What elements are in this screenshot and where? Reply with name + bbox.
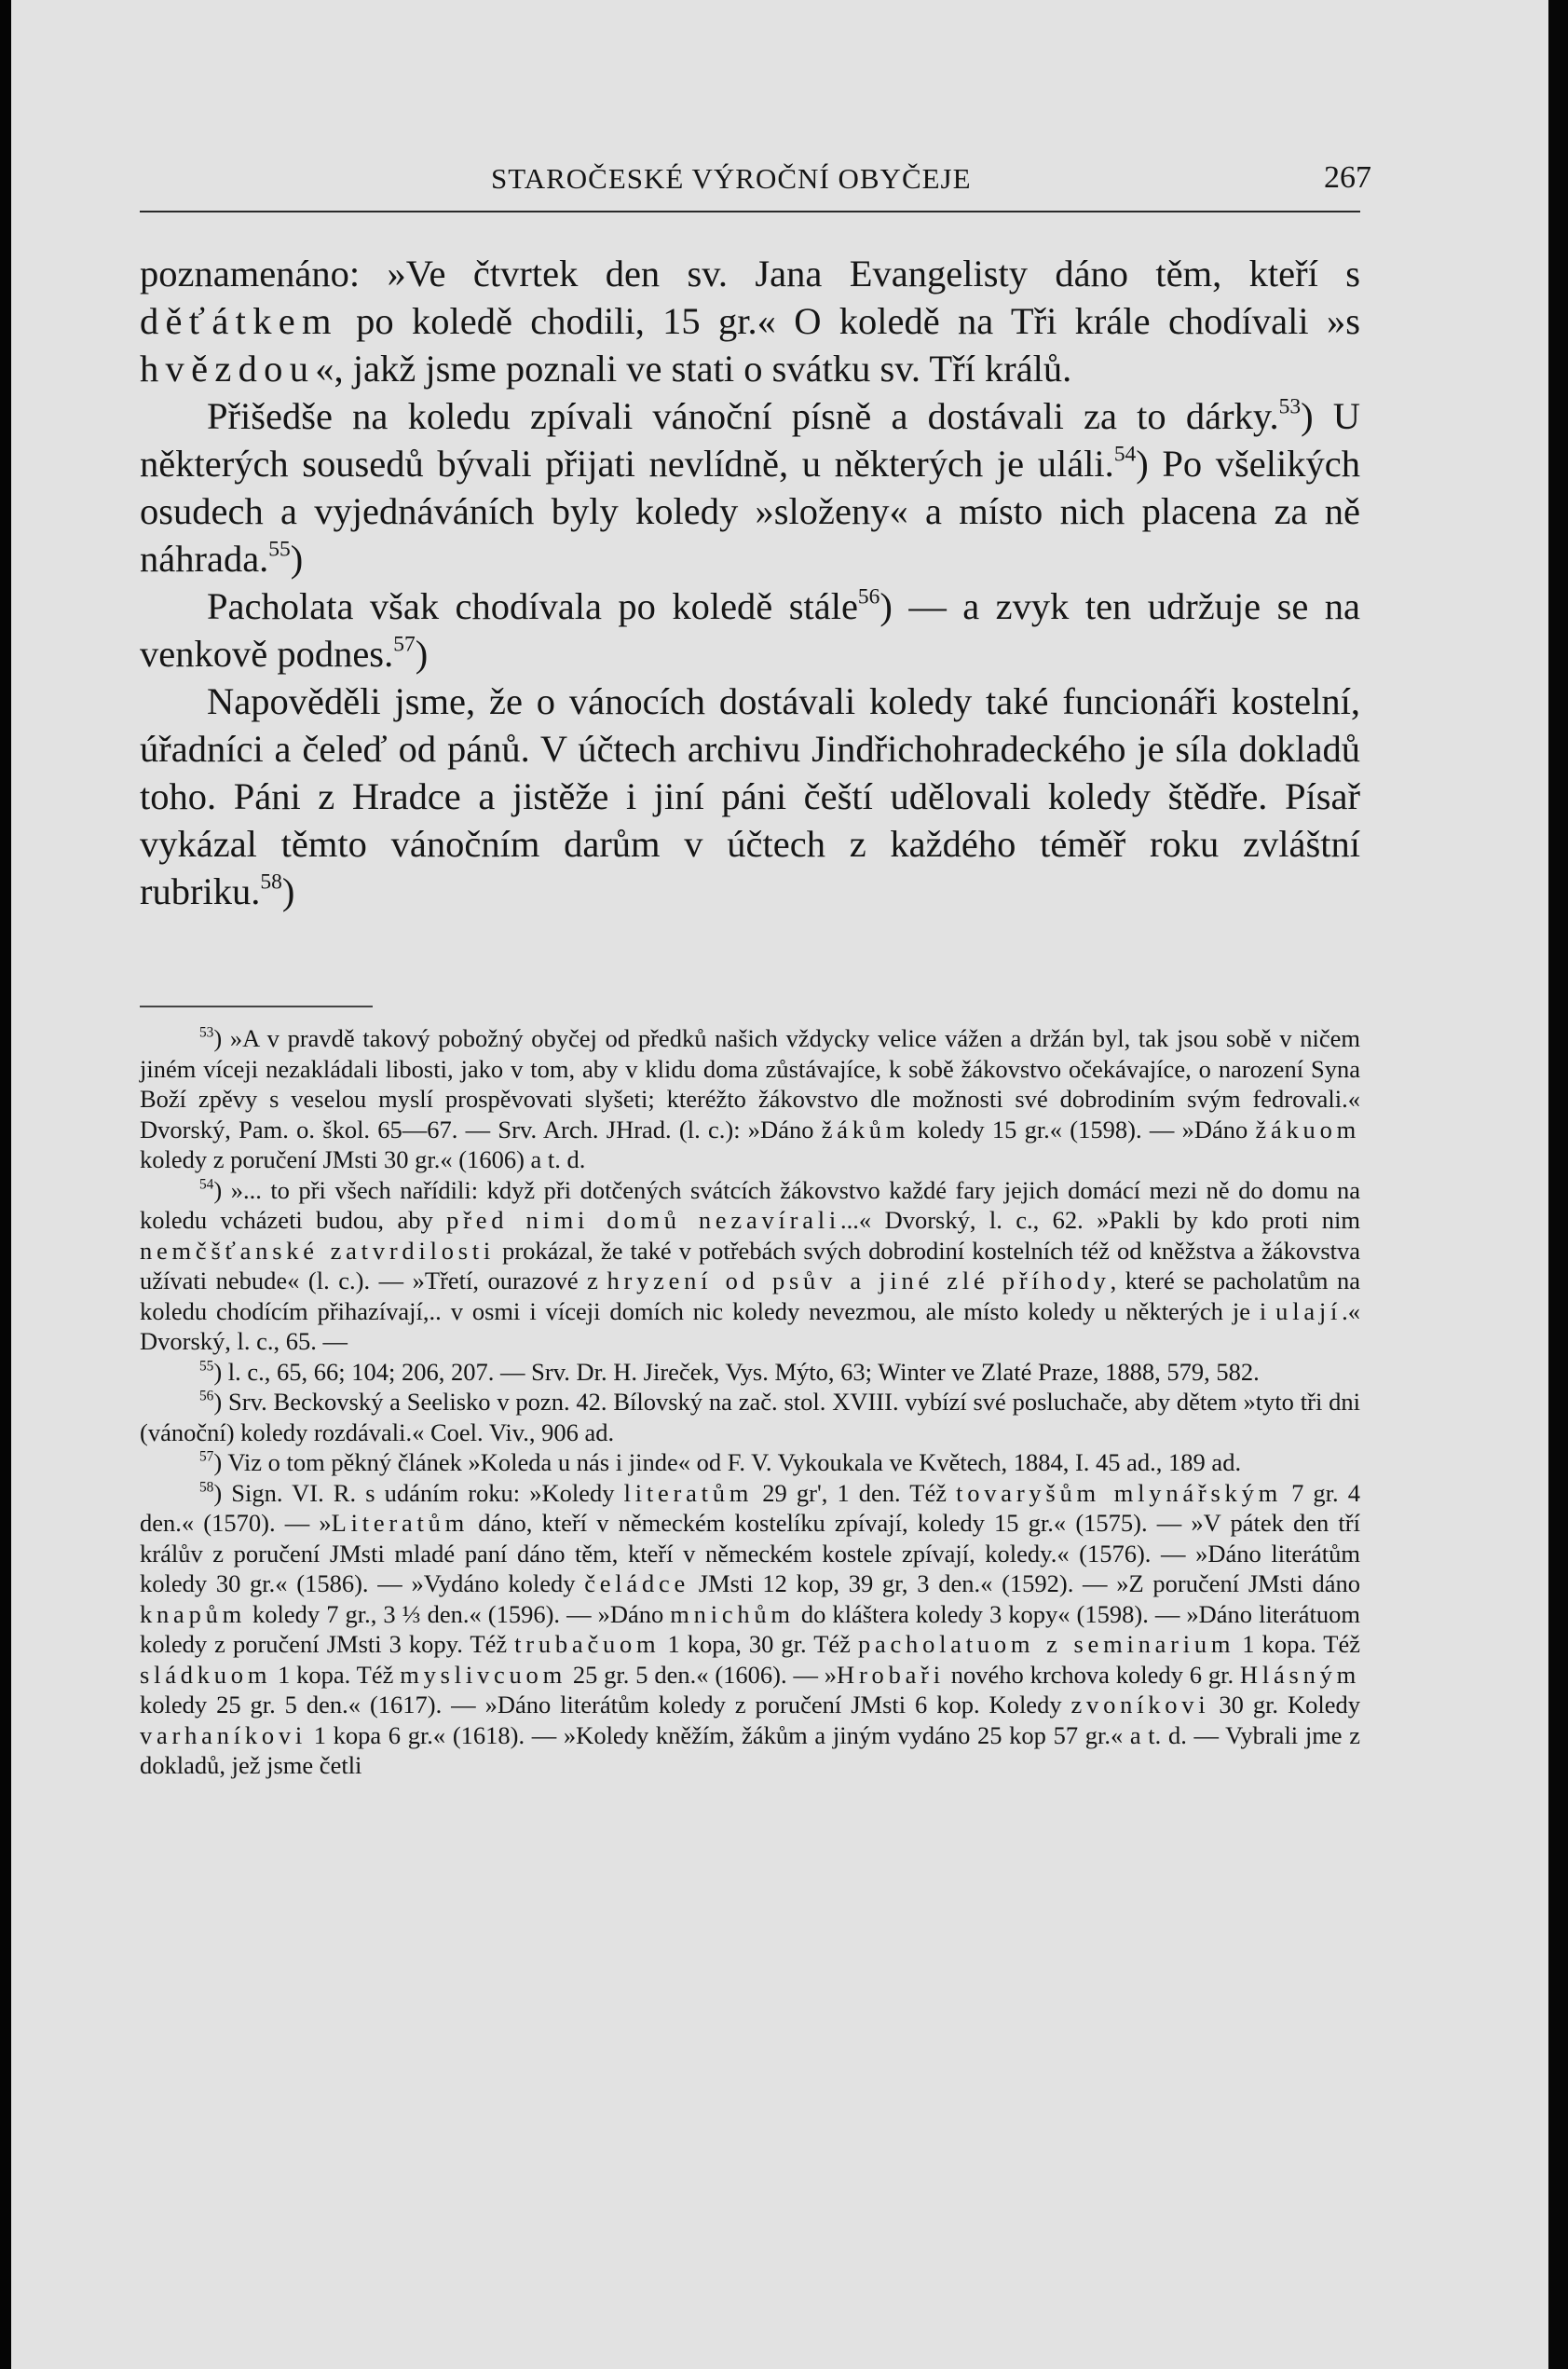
footnote-rule [140,1006,373,1007]
footnotes [140,1023,1360,1781]
footnote-ref-54: 54 [1113,442,1137,467]
page-number: 267 [1324,160,1371,195]
footnote-55: $^{55}$) l. c., 65, 66; 104; 206, 207. — Srv. Dr. H. Jireček, Vys. Mýto, 63; Winter ve Zlaté Praze, 1888, 579, 582. [199,1357,1260,1386]
footnote-57: $^{57}$) Viz o tom pěkný článek »Koleda u nás i jinde« od F. V. Vykoukala ve Květech, 1884, I. 45 ad., 189 ad. [199,1448,1242,1476]
scan-left-border [0,0,11,2369]
header-rule [140,211,1360,212]
footnote-54: $^{54}$) »... to při všech nařídili: když při dotčených svátcích žákovstvo každé fary jejich domácí mezi ně do domu na koledu vcházeti budou, aby před nimi domů nezavírali...« Dvorský, l. c., 62. »Pakli by kdo proti nim nemčšťanské zatvrdilosti prokázal, že také v potřebách svých dobrodiní kostelních též od kněžstva a žákovstva užívati nebude« (l. c.). — »Třetí, ourazové z hryzení od psův a jiné zlé příhody, které se pacholatům na koledu chodícím přihazívají,.. v osmi i víceji domích nic koledy nevezmou, ale místo koledy u některých je i ulají.« Dvorský, l. c., 65. — [140,1175,1361,1355]
footnote-ref-56: 56 [857,584,880,609]
footnote-ref-53: 53 [1278,394,1302,419]
footnote-58: $^{58}$) Sign. VI. R. s udáním roku: »Koledy literatům 29 gr', 1 den. Též tovaryšům mlynářským 7 gr. 4 den.« (1570). — »Literatům dáno, kteří v německém kostelíku zpívají, koledy 15 gr.« (1575). — »V pátek den tří králův z poručení JMsti mladé paní dáno těm, kteří v německém kostele zpívají, koledy.« (1576). — »Dáno literátům koledy 30 gr.« (1586). — »Vydáno koledy čeládce JMsti 12 kop, 39 gr, 3 den.« (1592). — »Z poručení JMsti dáno knapům koledy 7 gr., 3 ⅓ den.« (1596). — »Dáno mnichům do kláštera koledy 3 kopy« (1598). — »Dáno literátuom koledy z poručení JMsti 3 kopy. Též trubačuom 1 kopa, 30 gr. Též pacholatuom z seminarium 1 kopa. Též sládkuom 1 kopa. Též myslivcuom 25 gr. 5 den.« (1606). — »Hrobaři nového krchova koledy 6 gr. Hlásným koledy 25 gr. 5 den.« (1617). — »Dáno literátům koledy z poručení JMsti 6 kop. Koledy zvoníkovi 30 gr. Koledy varhaníkovi 1 kopa 6 gr.« (1618). — »Koledy kněžím, žákům a jiným vydáno 25 kop 57 gr.« a t. d. — Vybrali jme z dokladů, jež jsme četli [140,1478,1361,1779]
footnote-ref-55: 55 [268,537,291,562]
main-text [140,250,1360,915]
footnote-56: $^{56}$) Srv. Beckovský a Seelisko v pozn. 42. Bílovský na zač. stol. XVIII. vybízí své posluchače, aby dětem »tyto tři dni (vánoční) koledy rozdávali.« Coel. Viv., 906 ad. [140,1388,1360,1446]
footnote-ref-57: 57 [393,632,416,657]
running-title: STAROČESKÉ VÝROČNÍ OBYČEJE [491,162,972,195]
paragraph-3: Pacholata však chodívala po koledě stále$^{56}$) — a zvyk ten udržuje se na venkově podnes.$^{57}$) [140,584,1360,675]
scan-right-border [1548,0,1568,2369]
running-header [151,158,1371,205]
footnote-53: $^{53}$) »A v pravdě takový pobožný obyčej od předků našich vždycky velice vážen a držán byl, tak jsou sobě v ničem jiném víceji nezakládali libosti, jako v tom, aby v klidu doma zůstávajíce, k sobě žákovstvo očekávajíce, o narození Syna Boží zpěvy s veselou myslí prospěvovati slyšeti; kteréžto žákovstvo dle možnosti své dobrodiním svým fedrovali.« Dvorský, Pam. o. škol. 65—67. — Srv. Arch. JHrad. (l. c.): »Dáno žákům koledy 15 gr.« (1598). — »Dáno žákuom koledy z poručení JMsti 30 gr.« (1606) a t. d. [140,1024,1360,1173]
paragraph-4: Napověděli jsme, že o vánocích dostávali koledy také funcionáři kostelní, úřadníci a čeleď od pánů. V účtech archivu Jindřichohradeckého je síla dokladů toho. Páni z Hradce a jistěže i jiní páni čeští udělovali koledy štědře. Písař vykázal těmto vánočním darům v účtech z každého téměř roku zvláštní rubriku.$^{58}$) [140,680,1360,912]
paragraph-1: poznamenáno: »Ve čtvrtek den sv. Jana Evangelisty dáno těm, kteří s děťátkem po koledě chodili, 15 gr.« O koledě na Tři krále chodívali »s hvězdou«, jakž jsme poznali ve stati o svátku sv. Tří králů. [140,253,1360,390]
footnote-ref-58: 58 [260,870,282,895]
paragraph-2: Přišedše na koledu zpívali vánoční písně a dostávali za to dárky.$^{53}$) U některých sousedů bývali přijati nevlídně, u některých je uláli.$^{54}$) Po všelikých osudech a vyjednáváních byly koledy »složeny« a místo nich placena za ně náhrada.$^{55}$) [140,394,1360,580]
